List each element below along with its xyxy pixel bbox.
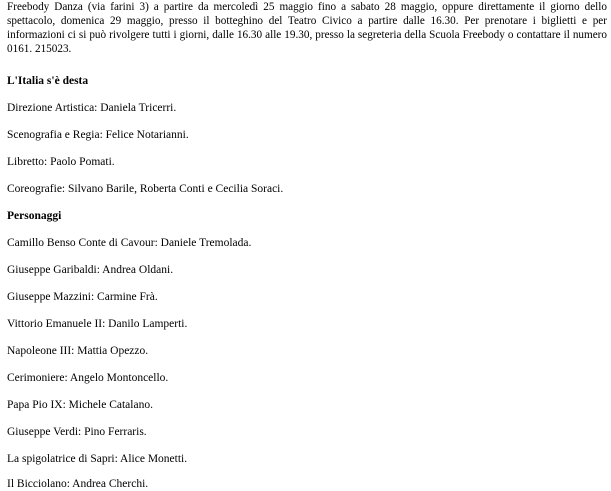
cast-title: Personaggi [7,210,62,222]
cast-member: Giuseppe Mazzini: Carmine Frà. [7,291,158,303]
cast-member: Giuseppe Verdi: Pino Ferraris. [7,426,147,438]
credit-line: Scenografia e Regia: Felice Notarianni. [7,129,189,141]
intro-paragraph: Freebody Danza (via farini 3) a partire da mercoledì 25 maggio fino a sabato 28 maggio, oppure direttamente il giorno dello spettacolo, domenica 29 maggio, presso il botteghino del Teatro Civico a partire dalle 16.30. Per prenotare i biglietti e per informazioni ci si può rivolgere tutti i giorni, dalle 16.30 alle 19.30, presso la segreteria della Scuola Freebody o contattare il numero 0161. 215023. [7,1,607,55]
show-title: L'Italia s'è desta [7,75,89,87]
credit-line: Direzione Artistica: Daniela Tricerri. [7,102,177,114]
cast-member: Napoleone III: Mattia Opezzo. [7,345,149,357]
cast-member: Camillo Benso Conte di Cavour: Daniele Tremolada. [7,237,252,249]
cast-member: Vittorio Emanuele II: Danilo Lamperti. [7,318,188,330]
cast-member: La spigolatrice di Sapri: Alice Monetti. [7,453,188,465]
document-page [7,0,607,490]
credit-line: Coreografie: Silvano Barile, Roberta Conti e Cecilia Soraci. [7,183,284,195]
cast-member: Giuseppe Garibaldi: Andrea Oldani. [7,264,174,276]
cast-member: Papa Pio IX: Michele Catalano. [7,399,153,411]
cast-member: Cerimoniere: Angelo Montoncello. [7,372,169,384]
cast-member: Il Bicciolano: Andrea Cherchi. [7,478,149,490]
credit-line: Libretto: Paolo Pomati. [7,156,115,168]
